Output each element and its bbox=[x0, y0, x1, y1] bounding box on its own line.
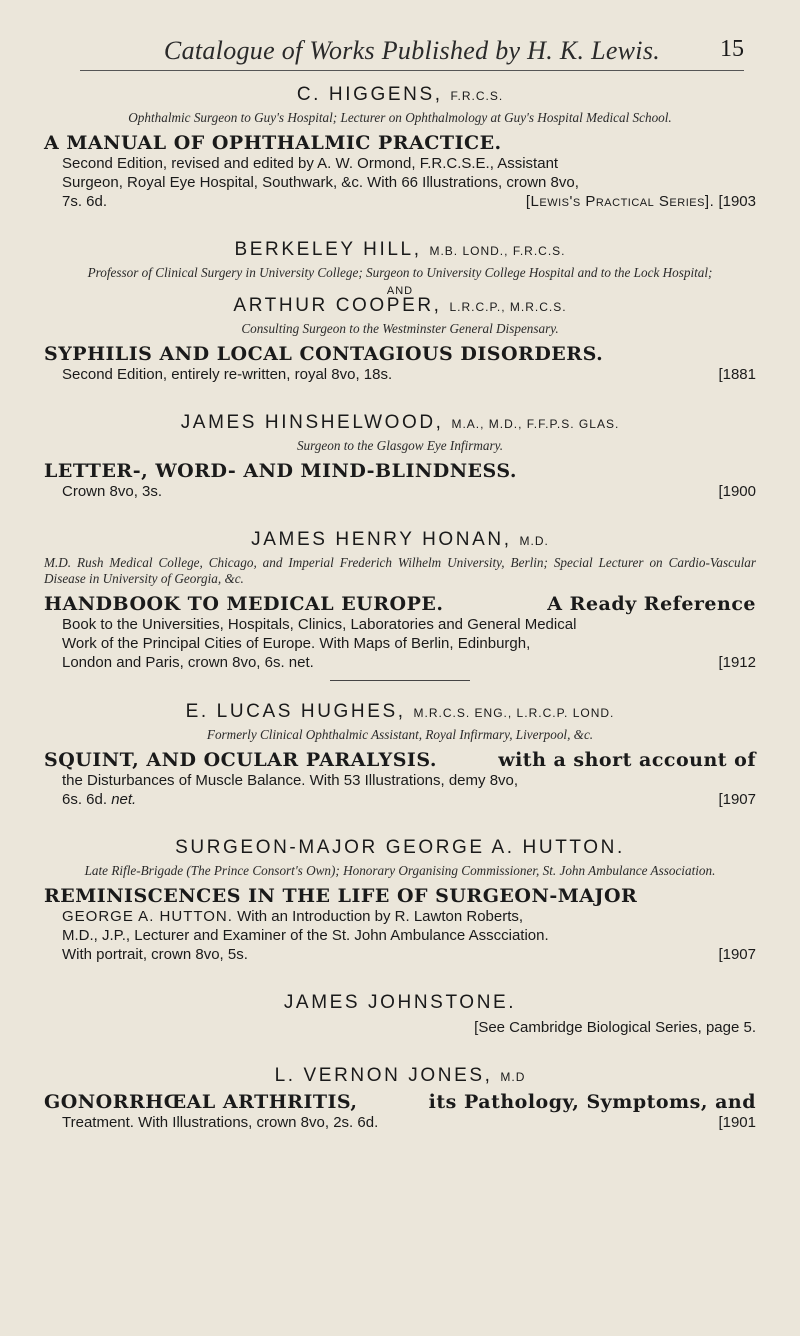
publication-year: [1881 bbox=[718, 366, 756, 383]
entry-lucas-hughes bbox=[44, 701, 756, 809]
book-title-line bbox=[44, 1091, 756, 1113]
page-header bbox=[80, 30, 744, 71]
book-description: the Disturbances of Muscle Balance. With 53 Illustrations, demy 8vo, 6s. 6d. net. [1907 bbox=[62, 772, 756, 808]
book-description: Book to the Universities, Hospitals, Clinics, Laboratories and General Medical Work of the Principal Cities of Europe. With Maps of Berlin, Edinburgh, London and Paris, crown 8vo, 6s. net. [1912 bbox=[62, 616, 756, 671]
author-affiliation: M.D. Rush Medical College, Chicago, and Imperial Frederich Wilhelm University, Berlin; Special Lecturer on Cardio-Vascular Disease in University of Georgia, &c. bbox=[44, 555, 756, 586]
author-affiliation: Late Rifle-Brigade (The Prince Consort's Own); Honorary Organising Commissioner, St. John Ambulance Association. bbox=[84, 863, 716, 878]
book-description: Crown 8vo, 3s. [1900 bbox=[62, 483, 756, 500]
entry-honan bbox=[44, 529, 756, 672]
publication-year: [1901 bbox=[718, 1114, 756, 1131]
author-affiliation: Surgeon to the Glasgow Eye Infirmary. bbox=[296, 438, 504, 453]
publication-year: [1907 bbox=[718, 946, 756, 963]
book-title: HANDBOOK TO MEDICAL EUROPE. bbox=[44, 593, 444, 615]
author-name: JAMES HINSHELWOOD, M.A., M.D., F.F.P.S. GLAS. bbox=[180, 412, 620, 433]
author-name: BERKELEY HILL, M.B. LOND., F.R.C.S. bbox=[234, 239, 566, 260]
book-subtitle: its Pathology, Symptoms, and bbox=[428, 1091, 756, 1113]
book-title: SQUINT, AND OCULAR PARALYSIS. bbox=[44, 749, 437, 771]
book-title-line bbox=[44, 593, 756, 615]
book-title: REMINISCENCES IN THE LIFE OF SURGEON-MAJOR bbox=[44, 885, 638, 907]
author-credentials: F.R.C.S. bbox=[450, 89, 504, 103]
author-credentials: M.D. bbox=[519, 534, 549, 548]
book-title: A MANUAL OF OPHTHALMIC PRACTICE. bbox=[44, 132, 502, 154]
cross-reference: [See Cambridge Biological Series, page 5. bbox=[474, 1019, 756, 1036]
publication-year: [1912 bbox=[718, 654, 756, 671]
catalogue-content bbox=[44, 84, 756, 1160]
author-name: SURGEON-MAJOR GEORGE A. HUTTON. bbox=[175, 837, 625, 858]
book-title: SYPHILIS AND LOCAL CONTAGIOUS DISORDERS. bbox=[44, 343, 604, 365]
book-title-line bbox=[44, 749, 756, 771]
book-subtitle: A Ready Reference bbox=[547, 593, 756, 615]
book-title: LETTER-, WORD- AND MIND-BLINDNESS. bbox=[44, 460, 517, 482]
entry-hutton bbox=[44, 837, 756, 964]
author-name: JAMES HENRY HONAN, M.D. bbox=[251, 529, 549, 550]
book-description: Treatment. With Illustrations, crown 8vo, 2s. 6d. [1901 bbox=[62, 1114, 756, 1131]
book-description: Second Edition, entirely re-written, royal 8vo, 18s. [1881 bbox=[62, 366, 756, 383]
author-name: L. VERNON JONES, M.D bbox=[274, 1065, 526, 1086]
book-description: GEORGE A. HUTTON. With an Introduction by R. Lawton Roberts, M.D., J.P., Lecturer and Examiner of the St. John Ambulance Asscciation. With portrait, crown 8vo, 5s. [1907 bbox=[62, 908, 756, 963]
page-number: 15 bbox=[720, 36, 744, 62]
coauthor-affiliation: Consulting Surgeon to the Westminster General Dispensary. bbox=[241, 321, 559, 336]
running-title: Catalogue of Works Published by H. K. Lewis. bbox=[163, 36, 661, 65]
publication-year: [1900 bbox=[718, 483, 756, 500]
entry-hinshelwood bbox=[44, 412, 756, 501]
author-name: E. LUCAS HUGHES, M.R.C.S. ENG., L.R.C.P. LOND. bbox=[185, 701, 615, 722]
and-separator: AND bbox=[386, 285, 414, 297]
author-credentials: M.R.C.S. ENG., L.R.C.P. LOND. bbox=[413, 706, 615, 720]
publication-year: [1907 bbox=[718, 791, 756, 808]
author-name: JAMES JOHNSTONE. bbox=[283, 992, 517, 1013]
coauthor-credentials: L.R.C.P., M.R.C.S. bbox=[449, 300, 567, 314]
author-affiliation: Professor of Clinical Surgery in University College; Surgeon to University College Hospital and to the Lock Hospital; bbox=[87, 265, 713, 280]
author-credentials: M.B. LOND., F.R.C.S. bbox=[429, 244, 566, 258]
author-affiliation: Formerly Clinical Ophthalmic Assistant, Royal Infirmary, Liverpool, &c. bbox=[206, 727, 594, 742]
book-subtitle: with a short account of bbox=[498, 749, 756, 771]
entry-berkeley-hill bbox=[44, 239, 756, 384]
series-name: [Lewis's Practical Series]. bbox=[525, 193, 715, 210]
separator-rule bbox=[330, 680, 470, 681]
coauthor-name: ARTHUR COOPER, L.R.C.P., M.R.C.S. bbox=[233, 295, 567, 316]
entry-vernon-jones bbox=[44, 1065, 756, 1132]
book-title: GONORRHŒAL ARTHRITIS, bbox=[44, 1091, 358, 1113]
author-name: C. HIGGENS, F.R.C.S. bbox=[296, 84, 504, 105]
author-credentials: M.D bbox=[500, 1070, 526, 1084]
book-description: Second Edition, revised and edited by A. W. Ormond, F.R.C.S.E., Assistant Surgeon, Royal Eye Hospital, Southwark, &c. With 66 Illustrations, crown 8vo, 7s. 6d. [Lewis's Practical Series]. [1903 bbox=[62, 155, 756, 210]
publication-year: [1903 bbox=[718, 193, 756, 210]
entry-johnstone bbox=[44, 992, 756, 1037]
entry-higgens bbox=[44, 84, 756, 211]
author-affiliation: Ophthalmic Surgeon to Guy's Hospital; Lecturer on Ophthalmology at Guy's Hospital Medical School. bbox=[128, 110, 672, 125]
author-credentials: M.A., M.D., F.F.P.S. GLAS. bbox=[451, 417, 620, 431]
